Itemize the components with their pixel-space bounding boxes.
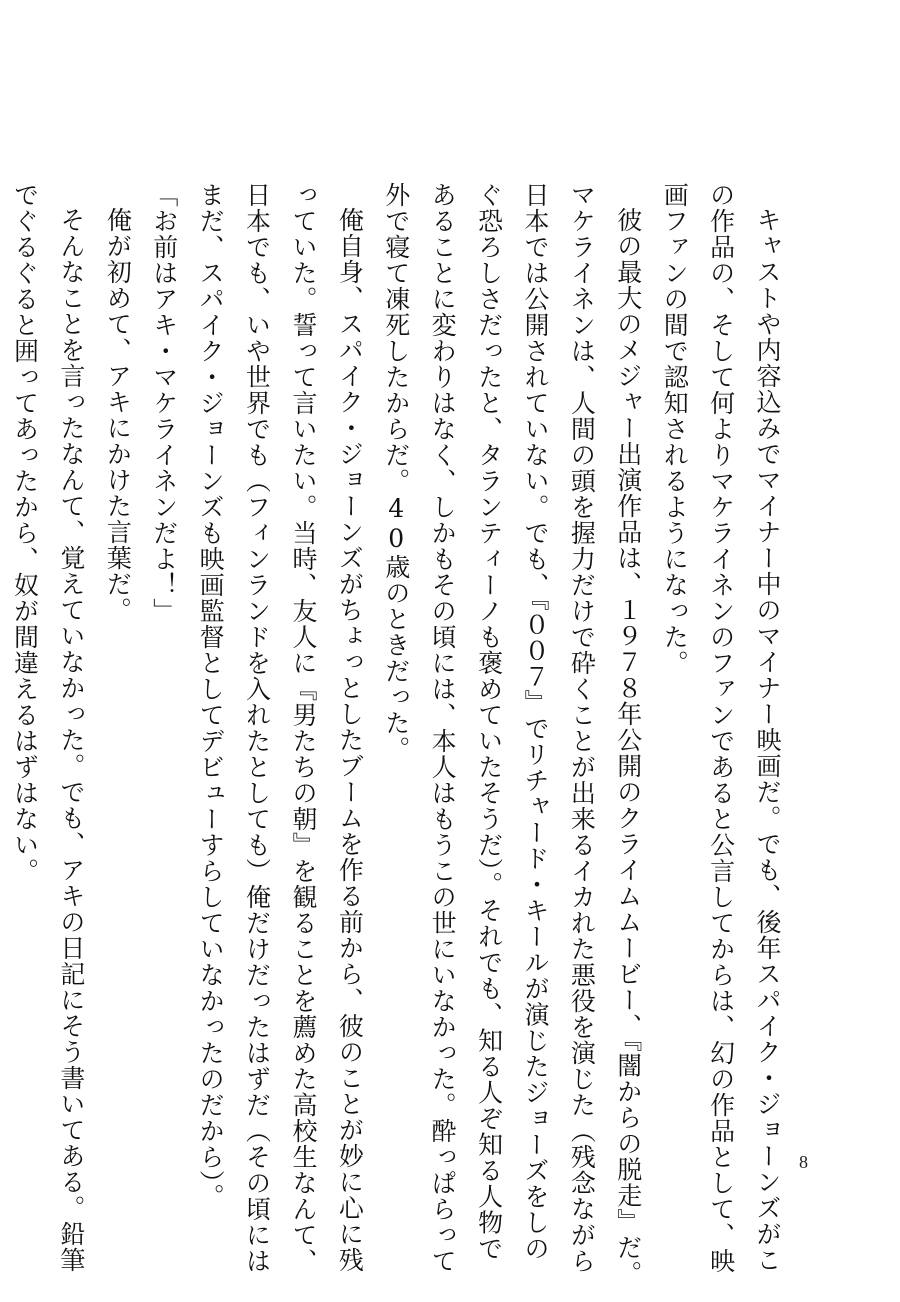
text-line: そんなことを言ったなんて、覚えていなかった。でも、アキの日記にそう書いてある。鉛筆 (56, 207, 86, 1273)
page-number: 8 (799, 1152, 808, 1172)
text-line: 俺が初めて、アキにかけた言葉だ。 (103, 207, 133, 623)
text-line: 外で寝て凍死したからだ。40歳のときだった。 (381, 182, 411, 762)
text-line: の作品の、そして何よりマケライネンのファンであると公言してからは、幻の作品として、映 (706, 182, 736, 1274)
text-line: まだ、スパイク・ジョーンズも映画監督としてデビューすらしていなかったのだから）。 (196, 182, 226, 1210)
text-line: でぐるぐると囲ってあったから、奴が間違えるはずはない。 (10, 182, 40, 884)
vertical-text-block (10, 182, 790, 1287)
text-line: マケライネンは、人間の頭を握力だけで砕くことが出来るイカれた悪役を演じた（残念ながら (567, 182, 597, 1274)
text-line: 画ファンの間で認知されるようになった。 (660, 182, 690, 676)
dialogue-line: 「お前はアキ・マケライネンだよ！」 (149, 182, 179, 624)
text-line: キャストや内容込みでマイナー中のマイナー映画だ。でも、後年スパイク・ジョーンズがこ (753, 207, 782, 1273)
text-line: ぐ恐ろしさだったと、タランティーノも褒めていたそうだ）。それでも、知る人ぞ知る人物で (474, 182, 504, 1262)
text-line: 日本でも、いや世界でも（フィンランドを入れたとしても）俺だけだったはずだ（その頃には (242, 182, 272, 1274)
text-line: あることに変わりはなく、しかもその頃には、本人はもうこの世にいなかった。酔っぱらって (428, 182, 458, 1274)
text-line: 彼の最大のメジャー出演作品は、１９７８年公開のクライムムービー、『闇からの脱走』だ。 (613, 207, 643, 1287)
text-line: 俺自身、スパイク・ジョーンズがちょっとしたブームを作る前から、彼のことが妙に心に残 (335, 207, 365, 1273)
text-line: っていた。誓って言いたい。当時、友人に『男たちの朝』を観ることを薦めた高校生なんて、 (288, 182, 318, 1274)
text-line: 日本では公開されていない。でも、『００７』でリチャード・キールが演じたジョーズをしの (520, 182, 550, 1262)
